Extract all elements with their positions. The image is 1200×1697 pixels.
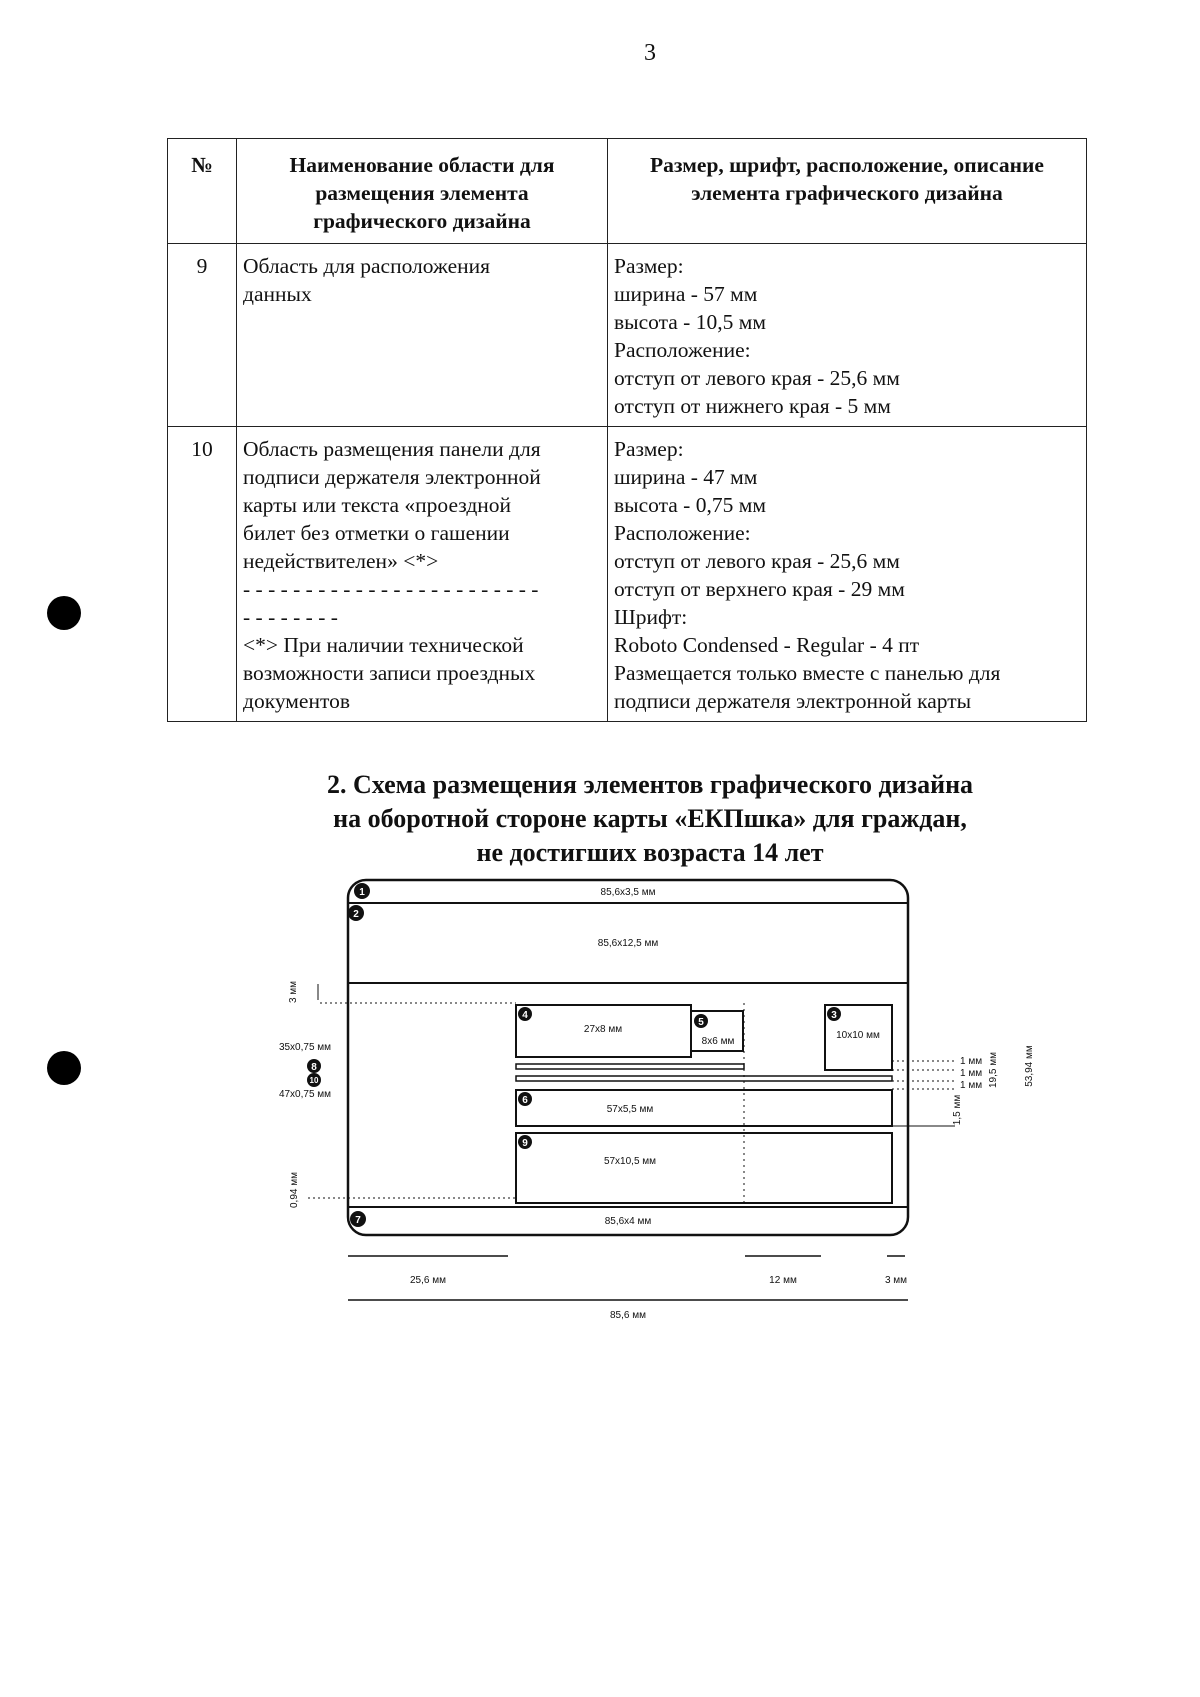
dim-195mm-label: 19,5 мм: [988, 1052, 999, 1088]
header-area-name-line: размещения элемента: [315, 181, 529, 205]
page-number: 3: [644, 40, 656, 66]
area-4-label: 27x8 мм: [583, 1024, 623, 1035]
area-9-badge: [518, 1135, 532, 1149]
header-area-name: [237, 139, 608, 244]
area-7-label: 85,6x4 мм: [604, 1216, 652, 1227]
dashed-separator: - - - - - - - -: [243, 605, 338, 629]
badge-number: 2: [353, 909, 359, 920]
header-spec-line: элемента графического дизайна: [691, 181, 1003, 205]
row-spec-line: подписи держателя электронной карты: [614, 689, 972, 713]
row-spec-line: ширина - 47 мм: [614, 465, 758, 489]
row-spec-line: Расположение:: [614, 338, 751, 362]
row-spec-line: Размещается только вместе с панелью для: [614, 661, 1001, 685]
row-spec-line: высота - 10,5 мм: [614, 310, 766, 334]
area-10-badge: [307, 1073, 321, 1087]
row-area-name-line: подписи держателя электронной: [243, 465, 541, 489]
area-6-box: [516, 1090, 892, 1126]
row-number: 10: [168, 427, 237, 722]
area-8-strip: [516, 1064, 744, 1069]
badge-number: 4: [522, 1010, 528, 1021]
table-row: [168, 244, 1087, 427]
row-area-name-line: Область размещения панели для: [243, 437, 541, 461]
area-5-label: 8x6 мм: [701, 1036, 735, 1047]
row-spec-line: Roboto Condensed - Regular - 4 пт: [614, 633, 920, 657]
area-8-badge: [307, 1059, 321, 1073]
dashed-separator: - - - - - - - - - - - - - - - - - - - - - - - -: [243, 577, 539, 601]
area-9-box: [516, 1133, 892, 1203]
footnote-line: возможности записи проездных: [243, 661, 536, 685]
card-width-label: 85,6 мм: [610, 1310, 646, 1321]
row-spec-line: Расположение:: [614, 521, 751, 545]
row-area-name-line: билет без отметки о гашении: [243, 521, 510, 545]
area-4-badge: [518, 1007, 532, 1021]
card-layout-diagram: [0, 870, 1200, 1330]
gap-15mm-label: 1,5 мм: [952, 1094, 963, 1126]
badge-number: 1: [359, 887, 365, 898]
area-1-label: 85,6x3,5 мм: [600, 887, 656, 898]
area-3-badge: [827, 1007, 841, 1021]
punch-hole: [47, 1051, 81, 1085]
row-spec-line: высота - 0,75 мм: [614, 493, 766, 517]
area-3-label: 10x10 мм: [836, 1030, 880, 1041]
area-9-label: 57x10,5 мм: [603, 1156, 657, 1167]
gap-1mm-label: 1 мм: [960, 1068, 983, 1079]
row-area-name-line: Область для расположения: [243, 254, 491, 278]
row-area-name: [237, 244, 608, 427]
badge-number: 9: [522, 1138, 528, 1149]
table-row: [168, 427, 1087, 722]
dim-3-label: 3 мм: [884, 1275, 908, 1286]
row-area-name-line: карты или текста «проездной: [243, 493, 512, 517]
area-6-label: 57x5,5 мм: [606, 1104, 654, 1115]
badge-number: 7: [355, 1215, 361, 1226]
header-number: №: [168, 139, 237, 244]
row-spec-line: Размер:: [614, 254, 684, 278]
dim-12-label: 12 мм: [769, 1275, 797, 1286]
area-2-label: 85,6x12,5 мм: [597, 938, 659, 949]
header-spec-line: Размер, шрифт, расположение, описание: [650, 153, 1044, 177]
footnote-line: <*> При наличии технической: [243, 633, 524, 657]
gap-1mm-label: 1 мм: [960, 1056, 983, 1067]
dim-256-label: 25,6 мм: [410, 1275, 446, 1286]
area-7-badge: [350, 1211, 366, 1227]
area-1-badge: [354, 883, 370, 899]
row-spec-line: ширина - 57 мм: [614, 282, 758, 306]
footnote-line: документов: [243, 689, 350, 713]
area-2-badge: [348, 905, 364, 921]
row-area-name-line: недействителен» <*>: [243, 549, 439, 573]
gap-1mm-label: 1 мм: [960, 1080, 983, 1091]
row-number: 9: [168, 244, 237, 427]
badge-number: 8: [311, 1062, 317, 1073]
row-spec: [608, 427, 1087, 722]
section-title-line: на оборотной стороне карты «ЕКПшка» для граждан,: [333, 804, 967, 833]
section-title: [200, 768, 1100, 870]
gap-094mm-label: 0,94 мм: [289, 1172, 300, 1208]
row-spec-line: отступ от левого края - 25,6 мм: [614, 366, 900, 390]
punch-hole: [47, 596, 81, 630]
area-8-size-label: 35x0,75 мм: [278, 1042, 332, 1053]
spec-table: [167, 138, 1087, 722]
row-spec-line: отступ от левого края - 25,6 мм: [614, 549, 900, 573]
row-spec: [608, 244, 1087, 427]
table-header-row: [168, 139, 1087, 244]
area-10-size-label: 47x0,75 мм: [278, 1089, 332, 1100]
section-title-line: не достигших возраста 14 лет: [476, 838, 824, 867]
row-spec-line: отступ от верхнего края - 29 мм: [614, 577, 905, 601]
row-spec-line: Размер:: [614, 437, 684, 461]
row-area-name-line: данных: [243, 282, 312, 306]
header-spec: [608, 139, 1087, 244]
row-area-name: [237, 427, 608, 722]
area-10-strip: [516, 1076, 892, 1081]
badge-number: 6: [522, 1095, 528, 1106]
badge-number: 10: [309, 1076, 319, 1085]
card-height-label: 53,94 мм: [1024, 1045, 1035, 1087]
area-5-badge: [694, 1014, 708, 1028]
badge-number: 3: [831, 1010, 837, 1021]
header-area-name-line: Наименование области для: [289, 153, 555, 177]
row-spec-line: Шрифт:: [614, 605, 688, 629]
header-area-name-line: графического дизайна: [313, 209, 531, 233]
gap-3mm-label: 3 мм: [288, 980, 299, 1004]
area-6-badge: [518, 1092, 532, 1106]
row-spec-line: отступ от нижнего края - 5 мм: [614, 394, 891, 418]
section-title-line: 2. Схема размещения элементов графического дизайна: [326, 770, 974, 799]
badge-number: 5: [698, 1017, 704, 1028]
